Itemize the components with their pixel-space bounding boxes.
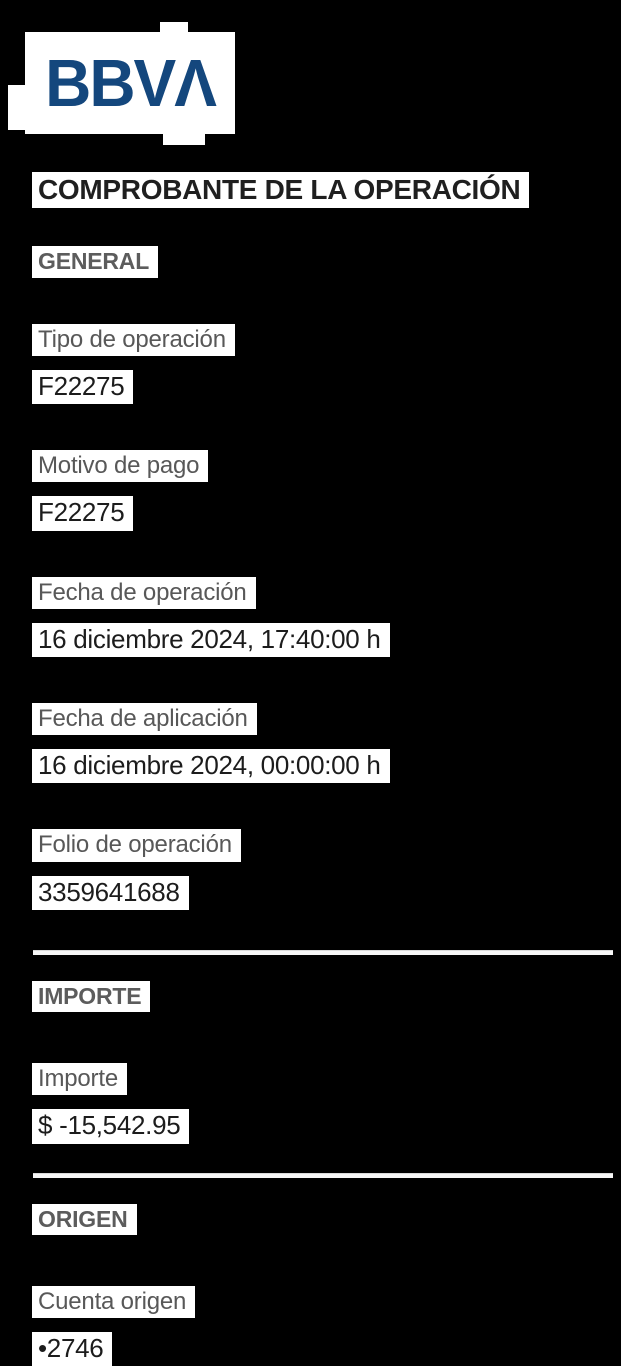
field-label: Fecha de aplicación [38,703,621,735]
section-header-general: GENERAL [38,246,621,277]
field-value: 16 diciembre 2024, 00:00:00 h [38,749,621,783]
field-label: Tipo de operación [38,324,621,356]
field-fecha-de-operacion [38,577,621,657]
field-label: Fecha de operación [38,577,621,609]
field-label: Cuenta origen [38,1286,621,1318]
field-value: •2746 [38,1332,621,1366]
field-motivo-de-pago [38,450,621,530]
page-title: COMPROBANTE DE LA OPERACIÓN [38,172,621,208]
section-importe [38,981,621,1144]
field-value: 16 diciembre 2024, 17:40:00 h [38,623,621,657]
bbva-logo-wordmark: BBVΛ [45,45,215,121]
bbva-logo [25,32,235,134]
field-fecha-de-aplicacion [38,703,621,783]
field-label: Importe [38,1063,621,1095]
section-general [38,246,621,910]
field-label: Motivo de pago [38,450,621,482]
section-header-origen: ORIGEN [38,1204,621,1235]
section-divider [33,1173,613,1178]
field-value: F22275 [38,496,621,530]
field-tipo-de-operacion [38,324,621,404]
section-divider [33,950,613,955]
section-header-importe: IMPORTE [38,981,621,1012]
field-cuenta-origen [38,1286,621,1366]
field-value: 3359641688 [38,876,621,910]
field-folio-de-operacion [38,829,621,909]
field-importe [38,1063,621,1143]
field-value: F22275 [38,370,621,404]
field-value amount-value: $ -15,542.95 [38,1109,621,1143]
section-origen [38,1204,621,1366]
field-label: Folio de operación [38,829,621,861]
